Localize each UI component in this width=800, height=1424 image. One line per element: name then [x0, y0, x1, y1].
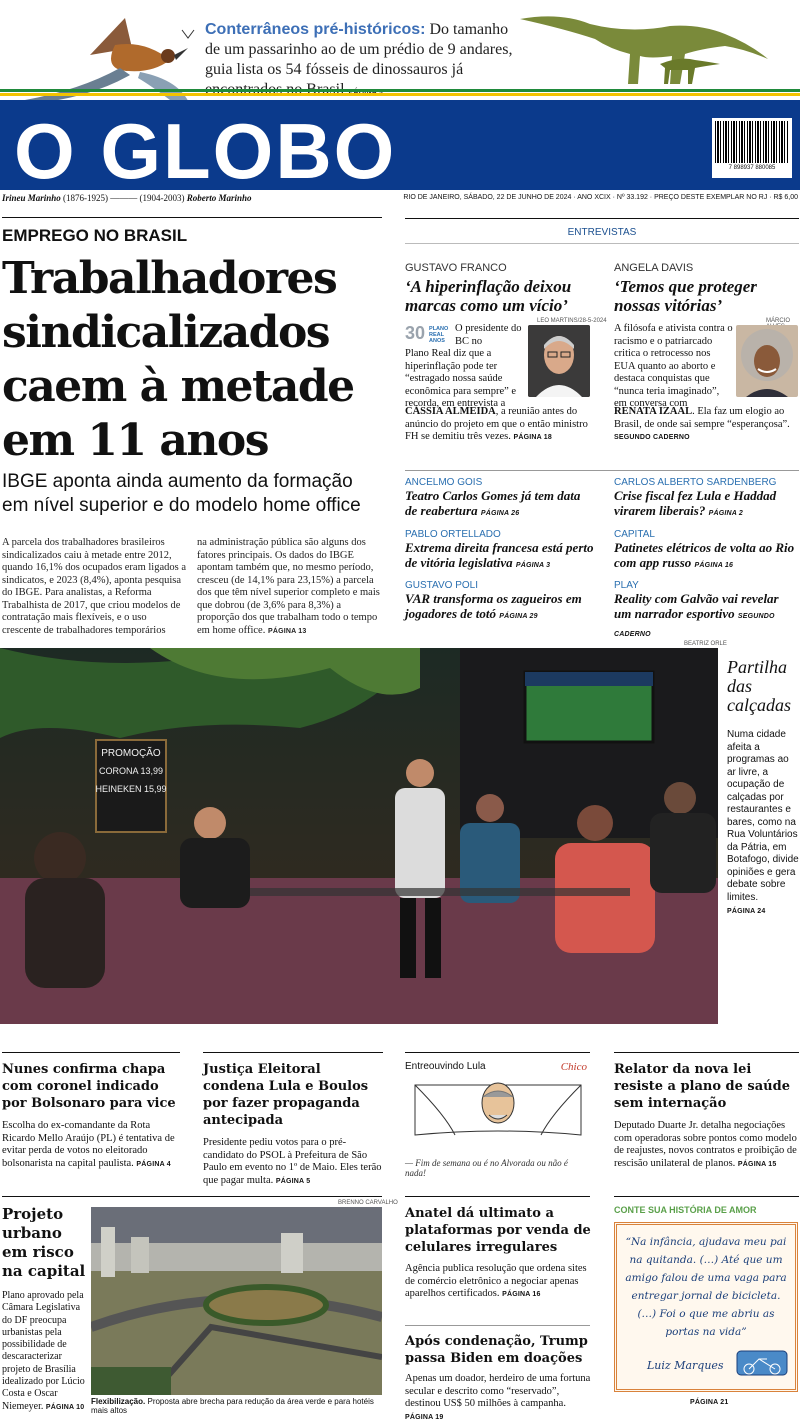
side-body-text: Numa cidade afeita a programas ao ar livre, a ocupação de calçadas por restaurantes e bares, como na Rua Voluntários da Pátria, em Botafogo, divide opiniões e gera debate sobre limites.	[727, 729, 799, 903]
urban-title[interactable]: Projeto urbano em risco na capital	[2, 1205, 86, 1280]
brasilia-aerial-image	[91, 1207, 382, 1395]
svg-text:HEINEKEN 15,99: HEINEKEN 15,99	[95, 784, 167, 794]
urban-body-text: Plano aprovado pela Câmara Legislativa do DF preocupa urbanistas pela possibilidade de descaracterizar projeto de Brasília idealizado por Lúcio Costa e Oscar Niemeyer.	[2, 1290, 85, 1412]
story-page: PÁGINA 15	[737, 1160, 777, 1168]
main-photo-credit: BEATRIZ ORLE	[684, 641, 727, 647]
urban-page[interactable]: PÁGINA 10	[45, 1403, 85, 1411]
story-rule-0	[2, 1052, 180, 1053]
column-name: CARLOS ALBERTO SARDENBERG	[614, 477, 777, 488]
interview-davis-title[interactable]: ‘Temos que proteger nossas vitórias’	[614, 277, 757, 315]
bottom-rule-right	[614, 1196, 799, 1197]
column-item-0[interactable]	[405, 477, 595, 521]
column-item-3[interactable]	[614, 529, 799, 573]
lead-deck: IBGE aponta ainda aumento da formação em nível superior e do modelo home office	[2, 471, 361, 516]
column-title: Teatro Carlos Gomes já tem data de reabertura	[405, 488, 581, 518]
dateline: RIO DE JANEIRO, SÁBADO, 22 DE JUNHO DE 2024 · ANO XCIX · Nº 33.192 · PREÇO DESTE EXEMPLAR NO RJ · R$ 6,00	[403, 194, 798, 201]
story-rule-1	[203, 1052, 383, 1053]
bottom-rule-mid	[405, 1196, 590, 1197]
love-quote: “Na infância, ajudava meu pai na quitanda. (…) Até que um amigo falou de uma vaga para entregar jornal de bicicleta. (…) Foi o que me abriu as portas na vida”	[625, 1236, 787, 1338]
column-item-1[interactable]	[614, 477, 799, 521]
franco-portrait-image	[528, 325, 590, 397]
interview-davis-name: ANGELA DAVIS	[614, 262, 694, 274]
davis-body: A filósofa e ativista contra o racismo e o patriarcado critica o retrocesso nos EUA quanto ao aborto e destaca conquistas que “nunca teria imaginado”, em conversa com	[614, 323, 733, 409]
barcode	[712, 118, 792, 178]
love-signature: Luiz Marques	[647, 1359, 724, 1372]
caption-text: Proposta abre brecha para redução da área verde e para hotéis mais altos	[91, 1397, 374, 1415]
columns-rule	[405, 470, 799, 471]
lead-headline[interactable]: Trabalhadores sindicalizados caem à metade em 11 anos	[2, 253, 354, 466]
brasilia-photo[interactable]	[91, 1207, 382, 1395]
story-justica[interactable]	[203, 1061, 385, 1188]
story-page: PÁGINA 5	[275, 1177, 311, 1185]
urban-body	[2, 1290, 88, 1414]
side-page[interactable]: PÁGINA 24	[727, 908, 766, 915]
cartoon-caption: — Fim de semana ou é no Alvorada ou não é nada!	[405, 1158, 568, 1178]
column-item-5[interactable]	[614, 580, 799, 642]
logo[interactable]: O GLOBO	[14, 107, 397, 195]
color-stripes	[0, 89, 800, 99]
davis-page[interactable]: SEGUNDO CADERNO	[614, 434, 690, 441]
lead-column-1: A parcela dos trabalhadores brasileiros sindicalizados caiu à metade entre 2012, quando 16,1% dos ocupados eram ligados a sindicatos, e 2023 (8,4%), aponta pesquisa do IBGE. Para analistas, a Reforma Trabalhista de 2017, que criou modelos de contratação mais flexíveis, e o uso crescente de trabalhadores temporários	[2, 537, 187, 636]
teaser-title: Conterrâneos pré-históricos:	[205, 21, 426, 38]
promo-sign: PROMOÇÃO	[101, 748, 161, 759]
franco-portrait	[528, 325, 590, 397]
interviews-rule	[405, 218, 799, 219]
story-body	[614, 1120, 800, 1171]
column-title: VAR transforma os zagueiros em jogadores de totó	[405, 591, 582, 621]
column-title: Extrema direita francesa está perto de vitória legislativa	[405, 540, 594, 570]
davis-body-2: . Ela faz um elogio ao Brasil, de onde sai sempre “esperançosa”.	[614, 406, 790, 430]
info-bar	[0, 193, 800, 207]
lead-top-rule	[2, 217, 382, 218]
trump-body-text: Apenas um doador, herdeiro de uma fortuna secular e descrito como “reservado”, destinou US$ 50 milhões à campanha.	[405, 1373, 591, 1409]
davis-body-top	[614, 323, 734, 409]
teaser-body: Do tamanho de um passarinho ao de um prédio de 9 andares, guia lista os 54 fósseis de dinossauros já	[205, 21, 513, 78]
column-page: PÁGINA 2	[708, 510, 744, 517]
sidewalk-bar-scene	[0, 648, 718, 1024]
story-title[interactable]: Nunes confirma chapa com coronel indicado por Bolsonaro para vice	[2, 1062, 176, 1111]
dinosaur-illustration	[520, 4, 770, 90]
lead-kicker: EMPREGO NO BRASIL	[2, 226, 188, 245]
column-page: PÁGINA 3	[515, 562, 551, 569]
davis-photo-credit: MÁRCIO	[766, 318, 790, 324]
story-body-text: Presidente pediu votos para o pré-candidato do PSOL à Prefeitura de São Paulo em evento no 1º de Maio. Eles terão que pagar multa.	[203, 1137, 382, 1186]
plano-real-badge	[405, 323, 453, 345]
brasilia-caption	[91, 1397, 391, 1415]
column-name: ANCELMO GOIS	[405, 477, 483, 488]
column-name: PLAY	[614, 580, 639, 591]
lead-column-2-text: na administração pública são alguns dos fatores principais. Os dados do IBGE apontam também que, no mesmo período, cresceu (de 14,1% para 23,15%) a parcela dos que têm nível superior completo e mais que dobrou (de 3,6% para 8,3%) a proporção dos que trabalham todo o tempo em home office.	[197, 537, 380, 636]
column-name: CAPITAL	[614, 529, 655, 540]
lead-page[interactable]: PÁGINA 13	[267, 627, 307, 635]
svg-text:CORONA 13,99: CORONA 13,99	[98, 766, 164, 776]
story-page: PÁGINA 4	[136, 1160, 171, 1168]
cartoon-title: Entreouvindo Lula	[405, 1061, 486, 1072]
trump-page: PÁGINA 19	[405, 1413, 444, 1421]
interview-franco-name: GUSTAVO FRANCO	[405, 262, 507, 274]
franco-body-2: , a reunião antes do anúncio do projeto em que o então ministro FH se demitiu três vezes.	[405, 406, 588, 442]
column-page: PÁGINA 26	[480, 510, 520, 517]
column-item-4[interactable]	[405, 580, 595, 624]
story-nunes[interactable]	[2, 1061, 184, 1171]
founders-divider: ———	[110, 193, 138, 203]
column-name: GUSTAVO POLI	[405, 580, 478, 591]
davis-portrait	[736, 325, 798, 397]
badge-number: 30	[405, 323, 426, 343]
founder1-years: (1876-1925)	[63, 193, 109, 203]
davis-reporter: RENATA IZAAL	[614, 406, 693, 417]
story-trump[interactable]	[405, 1333, 591, 1424]
story-title[interactable]: Relator da nova lei resiste a plano de saúde sem internação	[614, 1062, 790, 1111]
masthead[interactable]	[0, 100, 800, 195]
founder1-name: Irineu Marinho	[2, 193, 61, 203]
side-title[interactable]: Partilha das calçadas	[727, 657, 791, 715]
column-title: Reality com Galvão vai revelar um narrador esportivo	[614, 591, 779, 621]
story-body-text: Deputado Duarte Jr. detalha negociações com operadoras sobre pontos como modelo de reajustes, novos contratos e proibição de rescisão unilateral de planos.	[614, 1120, 797, 1169]
franco-page[interactable]: PÁGINA 18	[513, 434, 552, 441]
franco-body-middle: Plano Real diz que a hiperinflação pode ter “estragado nossa saúde econômica para sempre” e recorda, em entrevista a	[405, 348, 517, 409]
barcode-number: 7 898937 880085	[728, 165, 776, 171]
cartoon-signature: Chico	[560, 1061, 587, 1073]
interview-franco-title[interactable]: ‘A hiperinflação deixou marcas como um vício’	[405, 277, 572, 315]
story-rule-2	[614, 1052, 799, 1053]
franco-body-top: O presidente do BC no	[455, 323, 522, 347]
caption-bold: Flexibilização.	[91, 1397, 146, 1406]
badge-text: PLANO REAL ANOS	[429, 326, 449, 344]
bottom-rule-left	[2, 1196, 382, 1197]
column-title: Crise fiscal fez Lula e Haddad virarem liberais?	[614, 488, 777, 518]
column-name: PABLO ORTELLADO	[405, 529, 501, 540]
column-item-2[interactable]	[405, 529, 595, 573]
brasilia-photo-credit: BRENNO CARVALHO	[338, 1200, 398, 1206]
interviews-sub-rule	[405, 243, 799, 244]
lead-column-2	[197, 537, 383, 638]
bicycle-icon	[735, 1347, 791, 1381]
interview-davis[interactable]	[614, 262, 799, 315]
anatel-body-text: Agência publica resolução que ordena sites de comércio eletrônico a negociar apenas aparelhos certificados.	[405, 1263, 587, 1299]
interview-franco[interactable]	[405, 262, 595, 315]
teaser-banner[interactable]	[0, 0, 800, 92]
story-rule-cartoon	[405, 1052, 590, 1053]
column-title: Patinetes elétricos de volta ao Rio com app russo	[614, 540, 795, 570]
side-body	[727, 729, 799, 919]
love-story-card[interactable]	[614, 1222, 798, 1392]
franco-photo-credit: LEO MARTINS/28-5-2024	[537, 318, 607, 324]
column-page: SEGUNDO CADERNO	[614, 613, 775, 638]
barcode-lines	[715, 121, 789, 163]
anatel-page: PÁGINA 16	[502, 1291, 541, 1298]
davis-body-bottom	[614, 406, 800, 445]
main-photo[interactable]	[0, 648, 718, 1024]
story-relator[interactable]	[614, 1061, 800, 1171]
davis-portrait-image	[736, 325, 798, 397]
story-title[interactable]: Justiça Eleitoral condena Lula e Boulos por fazer propaganda antecipada	[203, 1062, 369, 1128]
cartoon[interactable]	[405, 1061, 591, 1178]
interviews-label: ENTREVISTAS	[567, 227, 637, 238]
anatel-body	[405, 1263, 591, 1302]
trump-title[interactable]: Após condenação, Trump passa Biden em doações	[405, 1334, 588, 1366]
founders	[2, 193, 252, 203]
founder2-years: (1904-2003)	[139, 193, 185, 203]
love-label: CONTE SUA HISTÓRIA DE AMOR	[614, 1205, 757, 1215]
column-page: PÁGINA 16	[694, 562, 734, 569]
love-page[interactable]: PÁGINA 21	[690, 1399, 729, 1406]
story-body-text: Escolha do ex-comandante da Rota Ricardo Mello Araújo (PL) é tentativa de evitar perda de votos no eleitorado bolsonarista na capital paulista.	[2, 1120, 175, 1169]
trump-body	[405, 1373, 591, 1424]
founder2-name: Roberto Marinho	[186, 193, 252, 203]
story-anatel[interactable]	[405, 1205, 591, 1302]
anatel-title[interactable]: Anatel dá ultimato a plataformas por venda de celulares irregulares	[405, 1206, 591, 1255]
story-body	[2, 1120, 184, 1171]
franco-body-bottom	[405, 406, 591, 445]
column-page: PÁGINA 29	[499, 613, 538, 620]
anatel-trump-rule	[405, 1325, 590, 1326]
franco-reporter: CÁSSIA ALMEIDA	[405, 406, 496, 417]
cartoon-drawing	[405, 1075, 591, 1155]
story-body	[203, 1137, 385, 1188]
